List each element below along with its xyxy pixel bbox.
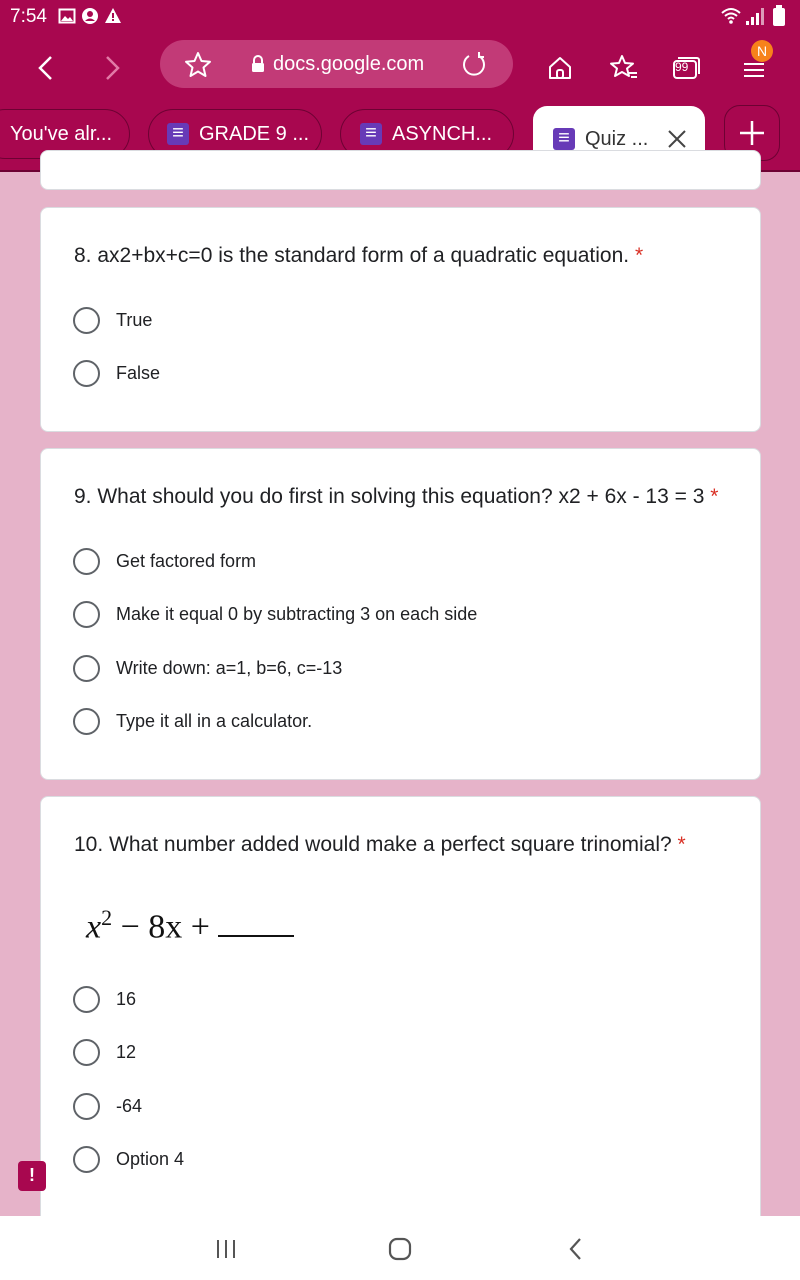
signal-icon	[744, 5, 766, 27]
google-forms-icon	[167, 123, 189, 145]
math-rest: − 8x +	[112, 908, 210, 946]
lock-icon	[250, 55, 266, 73]
wifi-icon	[720, 5, 742, 27]
required-asterisk: *	[710, 485, 719, 508]
option-write-down-abc[interactable]	[73, 653, 342, 683]
option-negative-64[interactable]	[73, 1091, 142, 1121]
back-button[interactable]	[26, 48, 66, 88]
radio-button[interactable]	[73, 1039, 100, 1066]
home-button[interactable]	[540, 48, 580, 88]
option-label: Option 4	[116, 1148, 185, 1169]
radio-button[interactable]	[73, 548, 100, 575]
tab-manager-button[interactable]	[666, 48, 706, 88]
radio-button[interactable]	[73, 1093, 100, 1120]
radio-button[interactable]	[73, 708, 100, 735]
tab-label: You've alr...	[10, 122, 113, 145]
math-blank	[218, 907, 294, 937]
forward-button[interactable]	[92, 48, 132, 88]
question-number: 10.	[74, 833, 104, 856]
math-exponent: 2	[101, 905, 113, 930]
question-number: 8.	[74, 244, 92, 267]
gallery-notification-icon	[58, 7, 76, 25]
back-arrow-icon	[36, 54, 56, 82]
option-4[interactable]	[73, 1144, 184, 1174]
option-label: True	[116, 309, 153, 330]
bookmarks-button[interactable]	[604, 48, 644, 88]
option-label: Make it equal 0 by subtracting 3 on each side	[116, 603, 478, 624]
report-problem-button[interactable]: !	[18, 1161, 46, 1191]
question-title	[74, 244, 643, 268]
battery-icon	[772, 5, 786, 27]
option-label: Type it all in a calculator.	[116, 710, 313, 731]
question-text: What should you do first in solving this equation? x2 + 6x - 13 = 3	[97, 485, 705, 508]
option-true[interactable]	[73, 305, 152, 335]
option-label: False	[116, 362, 161, 383]
close-tab-icon[interactable]	[666, 128, 688, 150]
home-icon	[546, 54, 574, 82]
profile-badge: N	[751, 40, 773, 62]
option-label: -64	[116, 1095, 143, 1116]
option-label: Get factored form	[116, 550, 257, 571]
question-card-8	[40, 207, 761, 432]
required-asterisk: *	[677, 833, 686, 856]
system-status-icons	[720, 5, 790, 27]
question-math-image	[86, 905, 294, 946]
recent-apps-icon	[214, 1237, 238, 1261]
option-label: 16	[116, 988, 137, 1009]
option-make-equal-zero[interactable]	[73, 599, 477, 629]
home-nav-button[interactable]	[380, 1232, 420, 1266]
status-bar	[0, 0, 800, 34]
browser-toolbar	[0, 34, 800, 102]
radio-button[interactable]	[73, 601, 100, 628]
google-forms-icon	[553, 128, 575, 150]
reload-icon[interactable]	[460, 51, 488, 79]
home-circle-icon	[387, 1236, 413, 1262]
option-type-in-calculator[interactable]	[73, 706, 312, 736]
question-text: What number added would make a perfect square trinomial?	[109, 833, 672, 856]
recent-apps-button[interactable]	[206, 1232, 246, 1266]
back-chevron-icon	[566, 1236, 586, 1262]
url-text: docs.google.com	[273, 53, 425, 75]
menu-button[interactable]	[734, 43, 774, 88]
forward-arrow-icon	[102, 54, 122, 82]
tab-count: 99	[675, 60, 689, 74]
option-false[interactable]	[73, 358, 160, 388]
question-card-9	[40, 448, 761, 780]
radio-button[interactable]	[73, 1146, 100, 1173]
option-get-factored-form[interactable]	[73, 546, 256, 576]
previous-question-card	[40, 150, 761, 190]
google-forms-icon	[360, 123, 382, 145]
question-number: 9.	[74, 485, 92, 508]
bookmark-star-icon[interactable]	[184, 51, 212, 79]
question-card-10	[40, 796, 761, 1236]
math-base: x	[86, 908, 102, 946]
radio-button[interactable]	[73, 360, 100, 387]
warning-notification-icon	[104, 7, 122, 25]
question-title	[74, 833, 686, 857]
tab-label: GRADE 9 ...	[199, 122, 310, 145]
account-notification-icon	[81, 7, 99, 25]
question-text: ax2+bx+c=0 is the standard form of a quadratic equation.	[97, 244, 630, 267]
required-asterisk: *	[634, 244, 644, 267]
option-label: 12	[116, 1041, 137, 1062]
address-bar[interactable]	[160, 40, 513, 88]
plus-icon	[739, 120, 765, 146]
system-nav-bar	[0, 1216, 800, 1280]
bookmarks-star-list-icon	[609, 54, 639, 82]
radio-button[interactable]	[73, 655, 100, 682]
radio-button[interactable]	[73, 986, 100, 1013]
question-title	[74, 485, 718, 509]
option-12[interactable]	[73, 1037, 136, 1067]
back-nav-button[interactable]	[556, 1232, 596, 1266]
option-16[interactable]	[73, 984, 136, 1014]
radio-button[interactable]	[73, 307, 100, 334]
status-time: 7:54	[10, 6, 47, 27]
tab-label: ASYNCH...	[392, 122, 493, 145]
tab-label: Quiz ...	[585, 127, 649, 150]
option-label: Write down: a=1, b=6, c=-13	[116, 657, 343, 678]
